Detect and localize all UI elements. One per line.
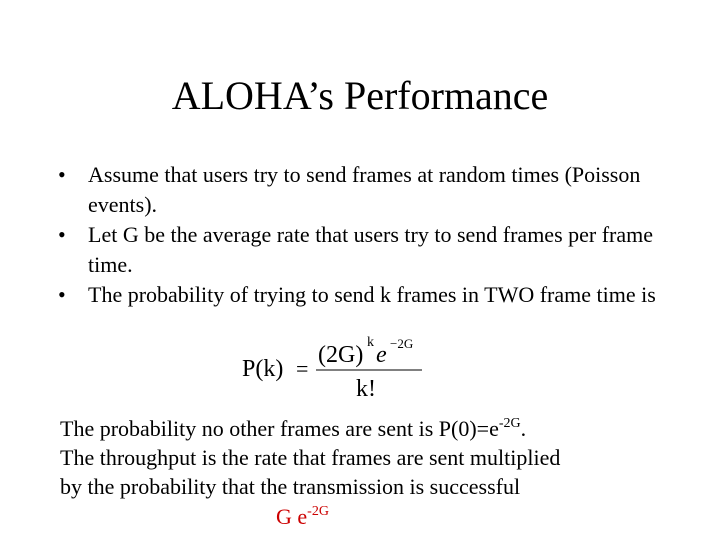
body-line-2: The throughput is the rate that frames are sent multiplied: [60, 445, 561, 470]
bullet-item: [58, 160, 678, 220]
bullet-dot: •: [58, 282, 66, 307]
bullet-text: The probability of trying to send k frames in TWO frame time is: [88, 282, 656, 307]
body-line-1-suffix: .: [520, 416, 527, 441]
formula-e-exp: −2G: [390, 336, 414, 351]
bullet-list: [58, 160, 678, 310]
throughput-result: [276, 502, 329, 531]
body-line-3: by the probability that the transmission is successful: [60, 474, 521, 499]
formula-numerator-base: (2G): [318, 342, 364, 368]
bullet-dot: •: [58, 162, 66, 187]
formula-equals: =: [296, 356, 309, 381]
formula-lhs: P(k): [242, 356, 284, 382]
bullet-text: Assume that users try to send frames at random times (Poisson events).: [88, 162, 641, 217]
bullet-text: Let G be the average rate that users try to send frames per frame time.: [88, 222, 654, 277]
body-text: [60, 414, 660, 501]
formula-e: e: [376, 342, 387, 368]
result-base: G e: [276, 504, 308, 529]
formula-denominator: k!: [356, 376, 376, 402]
poisson-formula: [240, 332, 430, 402]
bullet-dot: •: [58, 222, 66, 247]
formula-numerator-exp: k: [367, 335, 374, 350]
body-line-1: [60, 414, 660, 443]
slide-title: ALOHA’s Performance: [171, 73, 549, 118]
bullet-item: [58, 280, 678, 310]
result-exp: -2G: [307, 504, 329, 519]
body-line-1-text: The probability no other frames are sent is P(0)=e: [60, 416, 499, 441]
bullet-item: [58, 220, 678, 280]
body-line-1-exp: -2G: [498, 416, 521, 431]
